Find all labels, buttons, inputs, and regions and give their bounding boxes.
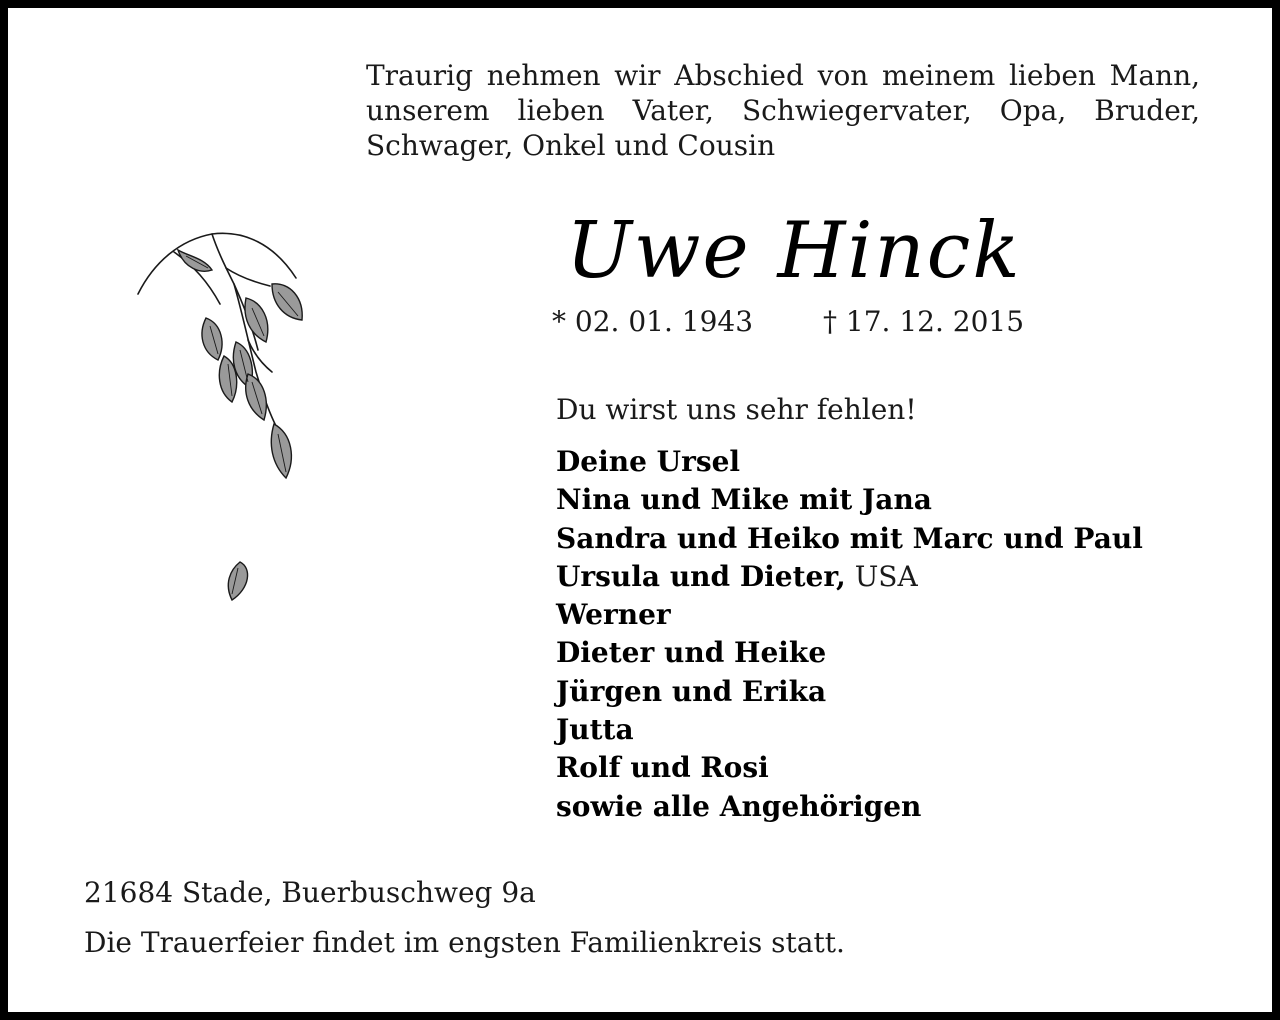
address-text: 21684 Stade, Buerbuschweg 9a bbox=[84, 876, 536, 909]
mourner-item: Nina und Mike mit Jana bbox=[556, 483, 932, 517]
intro-line-1: Traurig nehmen wir Abschied von meinem lieben Mann, bbox=[366, 59, 1200, 92]
mourner-item: Werner bbox=[556, 598, 671, 632]
mourner-item: Dieter und Heike bbox=[556, 636, 827, 670]
mourner-item: Ursula und Dieter, USA bbox=[556, 559, 918, 593]
intro-line-3: Schwager, Onkel und Cousin bbox=[366, 129, 776, 162]
mourner-item: Rolf und Rosi bbox=[556, 751, 769, 785]
death-date: † 17. 12. 2015 bbox=[823, 305, 1025, 338]
life-dates bbox=[552, 304, 1024, 340]
mourner-item: Sandra und Heiko mit Marc und Paul bbox=[556, 521, 1143, 555]
motto-text: Du wirst uns sehr fehlen! bbox=[556, 393, 917, 426]
deceased-name: Uwe Hinck bbox=[566, 206, 1022, 296]
intro-text bbox=[366, 58, 1200, 163]
birch-branch-icon bbox=[134, 222, 320, 622]
mourners-list bbox=[556, 443, 1143, 826]
mourner-item: sowie alle Angehörigen bbox=[556, 789, 922, 823]
mourner-item: Jürgen und Erika bbox=[556, 674, 827, 708]
mourner-item: Deine Ursel bbox=[556, 445, 741, 478]
mourner-item: Jutta bbox=[556, 713, 634, 747]
birth-date: * 02. 01. 1943 bbox=[552, 305, 754, 338]
funeral-notice-text: Die Trauerfeier findet im engsten Familienkreis statt. bbox=[84, 926, 845, 959]
intro-line-2: unserem lieben Vater, Schwiegervater, Opa, Bruder, bbox=[366, 94, 1200, 127]
